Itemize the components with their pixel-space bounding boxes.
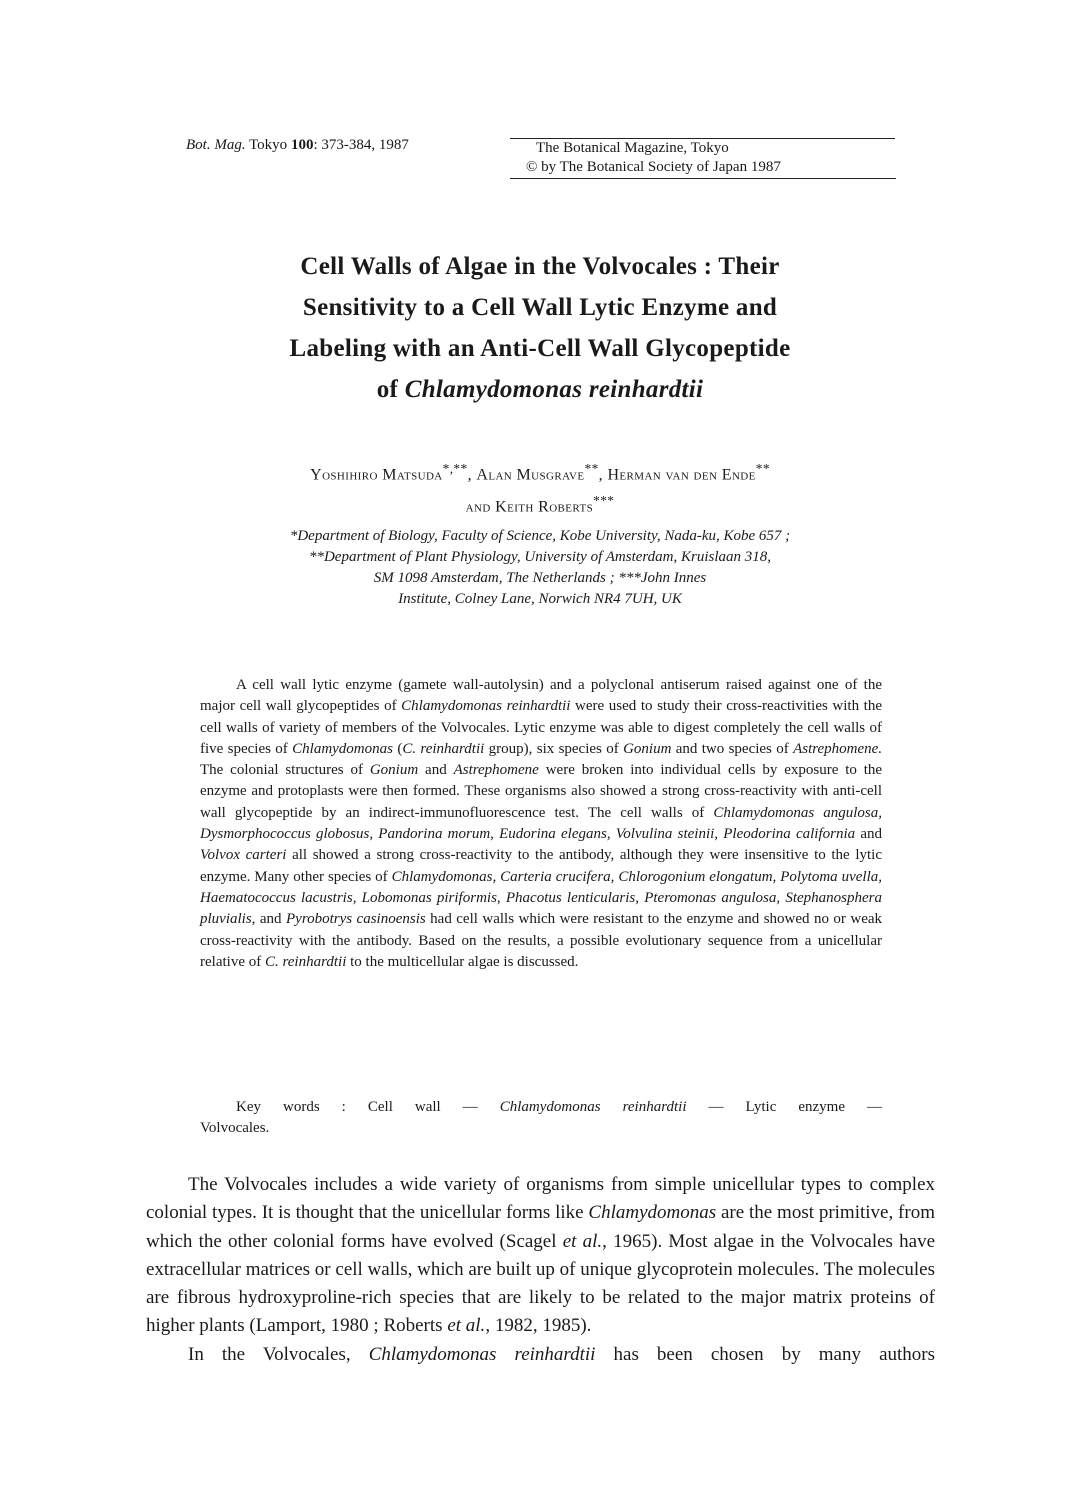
abstract-text: to the multicellular algae is discussed. [350,953,579,970]
abstract-species: Chlamydomonas, Carteria crucifera, Chlorogonium elongatum, Polytoma uvella, Haematococcus lacustris, Lobomonas piriformis, Phacotus lenticularis, Pteromonas angulosa, Stephanosphera pluvialis, [200,868,883,928]
affiliations [180,526,900,610]
keywords-label: Key words : [236,1099,346,1115]
body-text-run: has been chosen by many authors [613,1343,935,1365]
publisher-copyright: © by The Botanical Society of Japan 1987 [510,158,896,179]
abstract-text: had cell walls which were resistant to the enzyme and showed no or weak cross-reactivity with the antibody. Based on the results, a possible evolutionary sequence from a unicellular relative of [200,911,883,970]
journal-pages-year: : 373-384, 1987 [313,137,409,153]
keyword: Cell wall — [367,1099,478,1115]
body-etal: et al. [447,1315,486,1337]
abstract-species: Gonium [623,740,672,757]
publisher-name: The Botanical Magazine, Tokyo [536,140,729,156]
abstract-text: all showed a strong cross-reactivity to the antibody, although they were insensitive to the lytic enzyme. Many other species of [200,847,882,885]
author-3-mark: ** [755,461,770,476]
body-text-run: , 1965). Most algae in the Volvocales have extracellular matrices or cell walls, which are built up of unique glycoprotein molecules. The molecules are fibrous hydroxyproline-rich species that are likely to be related to the major matrix proteins of higher plants (Lamport, 1980 ; Roberts [146,1230,936,1337]
title-line-4 [140,369,940,410]
abstract-text: were used to study their cross-reactivities with the cell walls of variety of members of the Volvocales. Lytic enzyme was able to digest completely the cell walls of five species of [200,698,882,757]
abstract-species: C. reinhardtii [402,740,485,757]
body-paragraph-1 [146,1171,935,1341]
journal-citation [186,137,409,154]
body-text [146,1171,935,1369]
body-paragraph-2 [146,1341,935,1369]
body-text-run: , 1982, 1985). [485,1315,592,1337]
body-species: Chlamydomonas [588,1202,717,1224]
title-line-1: Cell Walls of Algae in the Volvocales : Their [300,253,780,280]
author-2-mark: ** [584,461,599,476]
abstract-text: ( [397,740,403,757]
affiliation-line-2: **Department of Plant Physiology, University of Amsterdam, Kruislaan 318, [308,549,772,565]
body-etal: et al. [562,1230,603,1252]
body-text-run: In the Volvocales, [188,1343,351,1365]
abstract-text: and [425,762,447,779]
affiliation-line-4: Institute, Colney Lane, Norwich NR4 7UH, UK [398,591,682,607]
author-4-mark: *** [593,493,615,509]
abstract-text: The colonial structures of [200,762,363,779]
keywords [200,1097,882,1139]
abstract-species: Astrephomene. [793,740,883,757]
abstract-text: and [860,826,882,843]
author-line-2 [140,488,940,520]
body-text-run: are the most primitive, from which the other colonial forms have evolved (Scagel [146,1202,935,1252]
abstract-species: Astrephomene [453,762,539,779]
abstract-text: A cell wall lytic enzyme (gamete wall-autolysin) and a polyclonal antiserum raised against one of the major cell wall glycopeptides of [200,677,882,715]
author-line-1: Yoshihiro Matsuda*,**, Alan Musgrave**, Herman van den Ende** [310,461,770,484]
abstract-species: C. reinhardtii [264,953,347,970]
abstract-species: Chlamydomonas reinhardtii [401,698,571,715]
author-1-mark: *,** [442,461,468,476]
journal-city: Tokyo [249,137,288,153]
author-conjunction: and [465,498,491,516]
publisher-box [510,138,896,179]
author-4: Keith Roberts [495,498,594,516]
affiliation-line-1: *Department of Biology, Faculty of Science, Kobe University, Nada-ku, Kobe 657 ; [289,528,791,544]
affiliation-line-3: SM 1098 Amsterdam, The Netherlands ; ***John Innes [373,570,707,586]
author-1: Yoshihiro Matsuda [310,466,443,484]
abstract-text: and two species of [675,740,789,757]
journal-abbrev: Bot. Mag. [186,137,246,153]
abstract-text: and [259,911,282,928]
abstract-species: Chlamydomonas angulosa, Dysmorphococcus globosus, Pandorina morum, Eudorina elegans, Volvulina steinii, Pleodorina california [200,804,882,843]
article-title [140,246,940,410]
title-of: of [376,376,399,403]
author-3: Herman van den Ende [607,466,756,484]
abstract-text: were broken into individual cells by exposure to the enzyme and protoplasts were then formed. These organisms also showed a strong cross-reactivity with anti-cell wall glycopeptide by an indirect-immunofluorescence test. The cell walls of [200,762,883,821]
abstract-species: Chlamydomonas [292,740,393,757]
abstract-species: Pyrobotrys casinoensis [286,911,426,928]
body-text-run: The Volvocales includes a wide variety of organisms from simple unicellular types to complex colonial types. It is thought that the unicellular forms like [146,1174,935,1224]
abstract [200,675,882,973]
journal-volume: 100 [290,137,314,153]
abstract-text: group), six species of [488,740,619,757]
author-list [140,456,940,521]
author-2: Alan Musgrave [476,466,585,484]
keyword-species: Chlamydomonas reinhardtii [499,1099,687,1115]
title-line-2: Sensitivity to a Cell Wall Lytic Enzyme and [302,294,778,321]
body-species: Chlamydomonas reinhardtii [368,1343,596,1365]
abstract-species: Gonium [369,762,419,779]
keyword: — Lytic enzyme — Volvocales. [200,1099,883,1136]
abstract-species: Volvox carteri [200,847,287,864]
title-line-3: Labeling with an Anti-Cell Wall Glycopeptide [289,335,791,362]
title-species: Chlamydomonas reinhardtii [404,376,704,403]
